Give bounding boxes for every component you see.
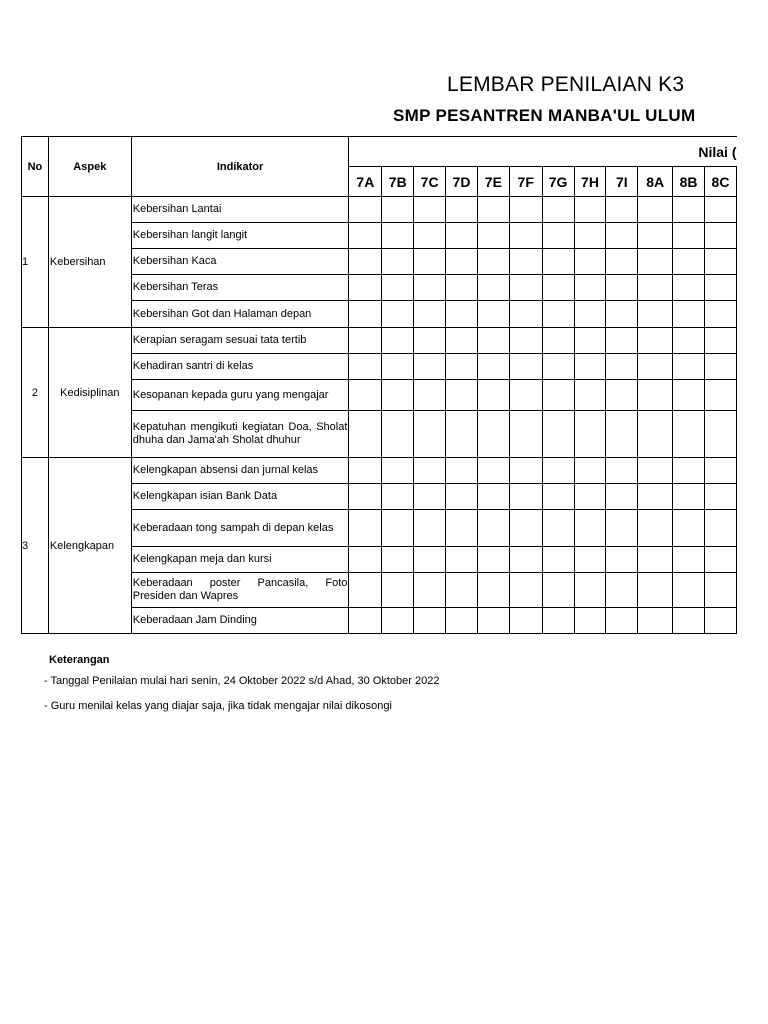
- header-no: No: [22, 137, 49, 197]
- score-cell[interactable]: [414, 484, 446, 510]
- score-cell[interactable]: [414, 510, 446, 547]
- score-cell[interactable]: [606, 380, 638, 411]
- score-cell[interactable]: [638, 484, 673, 510]
- score-cell[interactable]: [382, 484, 414, 510]
- score-cell[interactable]: [673, 547, 705, 573]
- score-cell[interactable]: [382, 354, 414, 380]
- score-cell[interactable]: [542, 458, 574, 484]
- score-cell[interactable]: [704, 484, 736, 510]
- score-cell[interactable]: [638, 197, 673, 223]
- class-header: 8B: [673, 167, 705, 197]
- score-cell[interactable]: [673, 223, 705, 249]
- score-cell[interactable]: [382, 249, 414, 275]
- score-cell[interactable]: [349, 223, 382, 249]
- aspect-label: Kelengkapan: [48, 458, 131, 634]
- score-cell[interactable]: [606, 510, 638, 547]
- score-cell[interactable]: [638, 573, 673, 608]
- score-cell[interactable]: [606, 197, 638, 223]
- score-cell[interactable]: [673, 380, 705, 411]
- score-cell[interactable]: [704, 301, 736, 328]
- score-cell[interactable]: [349, 608, 382, 634]
- score-cell[interactable]: [382, 328, 414, 354]
- score-cell[interactable]: [606, 328, 638, 354]
- score-cell[interactable]: [446, 510, 478, 547]
- score-cell[interactable]: [638, 510, 673, 547]
- score-cell[interactable]: [673, 275, 705, 301]
- score-cell[interactable]: [673, 301, 705, 328]
- score-cell[interactable]: [704, 411, 736, 458]
- score-cell[interactable]: [704, 608, 736, 634]
- score-cell[interactable]: [542, 354, 574, 380]
- score-cell[interactable]: [606, 301, 638, 328]
- score-cell[interactable]: [574, 354, 606, 380]
- score-cell[interactable]: [542, 328, 574, 354]
- score-cell[interactable]: [606, 249, 638, 275]
- score-cell[interactable]: [638, 223, 673, 249]
- score-cell[interactable]: [509, 458, 542, 484]
- score-cell[interactable]: [509, 411, 542, 458]
- score-cell[interactable]: [509, 573, 542, 608]
- score-cell[interactable]: [349, 573, 382, 608]
- score-cell[interactable]: [477, 510, 509, 547]
- score-cell[interactable]: [382, 608, 414, 634]
- score-cell[interactable]: [574, 484, 606, 510]
- score-cell[interactable]: [673, 354, 705, 380]
- score-cell[interactable]: [574, 275, 606, 301]
- score-cell[interactable]: [382, 547, 414, 573]
- score-cell[interactable]: [574, 458, 606, 484]
- score-cell[interactable]: [349, 458, 382, 484]
- score-cell[interactable]: [446, 197, 478, 223]
- score-cell[interactable]: [509, 354, 542, 380]
- score-cell[interactable]: [382, 510, 414, 547]
- score-cell[interactable]: [414, 275, 446, 301]
- class-header: 8A: [638, 167, 673, 197]
- row-number: 2: [22, 328, 49, 458]
- score-cell[interactable]: [477, 223, 509, 249]
- class-header: 7E: [477, 167, 509, 197]
- score-cell[interactable]: [477, 354, 509, 380]
- score-cell[interactable]: [446, 380, 478, 411]
- score-cell[interactable]: [446, 328, 478, 354]
- score-cell[interactable]: [446, 547, 478, 573]
- score-cell[interactable]: [477, 197, 509, 223]
- score-cell[interactable]: [542, 380, 574, 411]
- score-cell[interactable]: [414, 249, 446, 275]
- score-cell[interactable]: [477, 547, 509, 573]
- score-cell[interactable]: [477, 458, 509, 484]
- score-cell[interactable]: [704, 249, 736, 275]
- score-cell[interactable]: [574, 411, 606, 458]
- score-cell[interactable]: [509, 275, 542, 301]
- score-cell[interactable]: [606, 458, 638, 484]
- score-cell[interactable]: [542, 608, 574, 634]
- indicator-label: Keberadaan poster Pancasila, Foto Presiden dan Wapres: [131, 573, 349, 608]
- score-cell[interactable]: [414, 411, 446, 458]
- score-cell[interactable]: [349, 275, 382, 301]
- header-nilai: Nilai (: [349, 137, 737, 167]
- score-cell[interactable]: [446, 354, 478, 380]
- score-cell[interactable]: [349, 249, 382, 275]
- score-cell[interactable]: [606, 275, 638, 301]
- score-cell[interactable]: [673, 573, 705, 608]
- indicator-label: Kelengkapan meja dan kursi: [131, 547, 349, 573]
- aspect-label: Kedisiplinan: [48, 328, 131, 458]
- score-cell[interactable]: [446, 275, 478, 301]
- class-header: 7A: [349, 167, 382, 197]
- score-cell[interactable]: [414, 301, 446, 328]
- indicator-label: Kepatuhan mengikuti kegiatan Doa, Sholat dhuha dan Jama'ah Sholat dhuhur: [131, 411, 349, 458]
- score-cell[interactable]: [606, 484, 638, 510]
- score-cell[interactable]: [382, 275, 414, 301]
- table-row: [22, 197, 737, 223]
- class-header: 7C: [414, 167, 446, 197]
- indicator-label: Keberadaan Jam Dinding: [131, 608, 349, 634]
- score-cell[interactable]: [574, 573, 606, 608]
- score-cell[interactable]: [574, 328, 606, 354]
- score-cell[interactable]: [477, 380, 509, 411]
- note-item: - Tanggal Penilaian mulai hari senin, 24 Oktober 2022 s/d Ahad, 30 Oktober 2022: [44, 675, 440, 687]
- score-cell[interactable]: [477, 484, 509, 510]
- score-cell[interactable]: [477, 573, 509, 608]
- score-cell[interactable]: [673, 411, 705, 458]
- indicator-label: Kebersihan Teras: [131, 275, 349, 301]
- score-cell[interactable]: [574, 547, 606, 573]
- header-aspek: Aspek: [48, 137, 131, 197]
- score-cell[interactable]: [673, 328, 705, 354]
- score-cell[interactable]: [542, 301, 574, 328]
- score-cell[interactable]: [673, 249, 705, 275]
- aspect-label: Kebersihan: [48, 197, 131, 328]
- score-cell[interactable]: [509, 301, 542, 328]
- score-cell[interactable]: [542, 275, 574, 301]
- assessment-table: [21, 136, 737, 634]
- score-cell[interactable]: [414, 547, 446, 573]
- row-number: 3: [22, 458, 49, 634]
- score-cell[interactable]: [349, 547, 382, 573]
- score-cell[interactable]: [704, 197, 736, 223]
- score-cell[interactable]: [542, 411, 574, 458]
- score-cell[interactable]: [606, 223, 638, 249]
- score-cell[interactable]: [382, 411, 414, 458]
- score-cell[interactable]: [704, 223, 736, 249]
- score-cell[interactable]: [574, 380, 606, 411]
- score-cell[interactable]: [349, 484, 382, 510]
- score-cell[interactable]: [414, 328, 446, 354]
- score-cell[interactable]: [414, 223, 446, 249]
- note-item: - Guru menilai kelas yang diajar saja, jika tidak mengajar nilai dikosongi: [44, 700, 392, 712]
- score-cell[interactable]: [349, 301, 382, 328]
- indicator-label: Kelengkapan absensi dan jurnal kelas: [131, 458, 349, 484]
- indicator-label: Keberadaan tong sampah di depan kelas: [131, 510, 349, 547]
- score-cell[interactable]: [638, 354, 673, 380]
- class-header: 7H: [574, 167, 606, 197]
- score-cell[interactable]: [509, 380, 542, 411]
- score-cell[interactable]: [704, 275, 736, 301]
- score-cell[interactable]: [382, 301, 414, 328]
- indicator-label: Kebersihan Got dan Halaman depan: [131, 301, 349, 328]
- score-cell[interactable]: [704, 354, 736, 380]
- score-cell[interactable]: [349, 380, 382, 411]
- score-cell[interactable]: [509, 197, 542, 223]
- score-cell[interactable]: [414, 608, 446, 634]
- score-cell[interactable]: [382, 380, 414, 411]
- score-cell[interactable]: [446, 573, 478, 608]
- score-cell[interactable]: [509, 510, 542, 547]
- score-cell[interactable]: [606, 354, 638, 380]
- score-cell[interactable]: [542, 547, 574, 573]
- score-cell[interactable]: [509, 608, 542, 634]
- score-cell[interactable]: [349, 354, 382, 380]
- score-cell[interactable]: [542, 573, 574, 608]
- score-cell[interactable]: [638, 608, 673, 634]
- score-cell[interactable]: [446, 458, 478, 484]
- score-cell[interactable]: [414, 573, 446, 608]
- score-cell[interactable]: [414, 380, 446, 411]
- score-cell[interactable]: [606, 608, 638, 634]
- table-row: [22, 458, 737, 484]
- score-cell[interactable]: [638, 411, 673, 458]
- score-cell[interactable]: [446, 484, 478, 510]
- score-cell[interactable]: [574, 510, 606, 547]
- notes-heading: Keterangan: [49, 654, 110, 666]
- class-header: 7I: [606, 167, 638, 197]
- score-cell[interactable]: [574, 608, 606, 634]
- score-cell[interactable]: [477, 301, 509, 328]
- score-cell[interactable]: [673, 608, 705, 634]
- indicator-label: Kerapian seragam sesuai tata tertib: [131, 328, 349, 354]
- score-cell[interactable]: [446, 223, 478, 249]
- table-row: [22, 328, 737, 354]
- score-cell[interactable]: [606, 547, 638, 573]
- score-cell[interactable]: [349, 197, 382, 223]
- score-cell[interactable]: [477, 608, 509, 634]
- score-cell[interactable]: [477, 328, 509, 354]
- score-cell[interactable]: [638, 249, 673, 275]
- score-cell[interactable]: [542, 484, 574, 510]
- score-cell[interactable]: [446, 411, 478, 458]
- score-cell[interactable]: [446, 301, 478, 328]
- score-cell[interactable]: [638, 275, 673, 301]
- score-cell[interactable]: [606, 411, 638, 458]
- document-title: LEMBAR PENILAIAN K3: [447, 73, 685, 96]
- school-name: SMP PESANTREN MANBA'UL ULUM: [393, 106, 696, 125]
- indicator-label: Kesopanan kepada guru yang mengajar: [131, 380, 349, 411]
- score-cell[interactable]: [638, 458, 673, 484]
- score-cell[interactable]: [704, 458, 736, 484]
- score-cell[interactable]: [704, 510, 736, 547]
- score-cell[interactable]: [673, 458, 705, 484]
- score-cell[interactable]: [349, 411, 382, 458]
- score-cell[interactable]: [414, 354, 446, 380]
- score-cell[interactable]: [704, 328, 736, 354]
- score-cell[interactable]: [509, 484, 542, 510]
- score-cell[interactable]: [382, 458, 414, 484]
- class-header: 7D: [446, 167, 478, 197]
- score-cell[interactable]: [349, 510, 382, 547]
- score-cell[interactable]: [704, 547, 736, 573]
- score-cell[interactable]: [638, 301, 673, 328]
- score-cell[interactable]: [477, 275, 509, 301]
- score-cell[interactable]: [542, 249, 574, 275]
- indicator-label: Kelengkapan isian Bank Data: [131, 484, 349, 510]
- score-cell[interactable]: [414, 458, 446, 484]
- class-header: 7F: [509, 167, 542, 197]
- score-cell[interactable]: [673, 484, 705, 510]
- score-cell[interactable]: [446, 608, 478, 634]
- score-cell[interactable]: [673, 197, 705, 223]
- score-cell[interactable]: [414, 197, 446, 223]
- score-cell[interactable]: [477, 411, 509, 458]
- score-cell[interactable]: [477, 249, 509, 275]
- class-header: 8C: [704, 167, 736, 197]
- score-cell[interactable]: [509, 547, 542, 573]
- indicator-label: Kebersihan langit langit: [131, 223, 349, 249]
- header-indikator: Indikator: [131, 137, 349, 197]
- score-cell[interactable]: [446, 249, 478, 275]
- score-cell[interactable]: [542, 510, 574, 547]
- score-cell[interactable]: [574, 223, 606, 249]
- score-cell[interactable]: [509, 328, 542, 354]
- score-cell[interactable]: [382, 223, 414, 249]
- score-cell[interactable]: [509, 249, 542, 275]
- row-number: 1: [22, 197, 49, 328]
- score-cell[interactable]: [349, 328, 382, 354]
- indicator-label: Kebersihan Lantai: [131, 197, 349, 223]
- score-cell[interactable]: [606, 573, 638, 608]
- score-cell[interactable]: [574, 249, 606, 275]
- score-cell[interactable]: [704, 380, 736, 411]
- score-cell[interactable]: [542, 197, 574, 223]
- score-cell[interactable]: [542, 223, 574, 249]
- score-cell[interactable]: [574, 301, 606, 328]
- score-cell[interactable]: [509, 223, 542, 249]
- score-cell[interactable]: [673, 510, 705, 547]
- score-cell[interactable]: [574, 197, 606, 223]
- score-cell[interactable]: [638, 328, 673, 354]
- class-header: 7G: [542, 167, 574, 197]
- score-cell[interactable]: [382, 197, 414, 223]
- indicator-label: Kehadiran santri di kelas: [131, 354, 349, 380]
- score-cell[interactable]: [704, 573, 736, 608]
- score-cell[interactable]: [638, 380, 673, 411]
- score-cell[interactable]: [382, 573, 414, 608]
- score-cell[interactable]: [638, 547, 673, 573]
- indicator-label: Kebersihan Kaca: [131, 249, 349, 275]
- class-header: 7B: [382, 167, 414, 197]
